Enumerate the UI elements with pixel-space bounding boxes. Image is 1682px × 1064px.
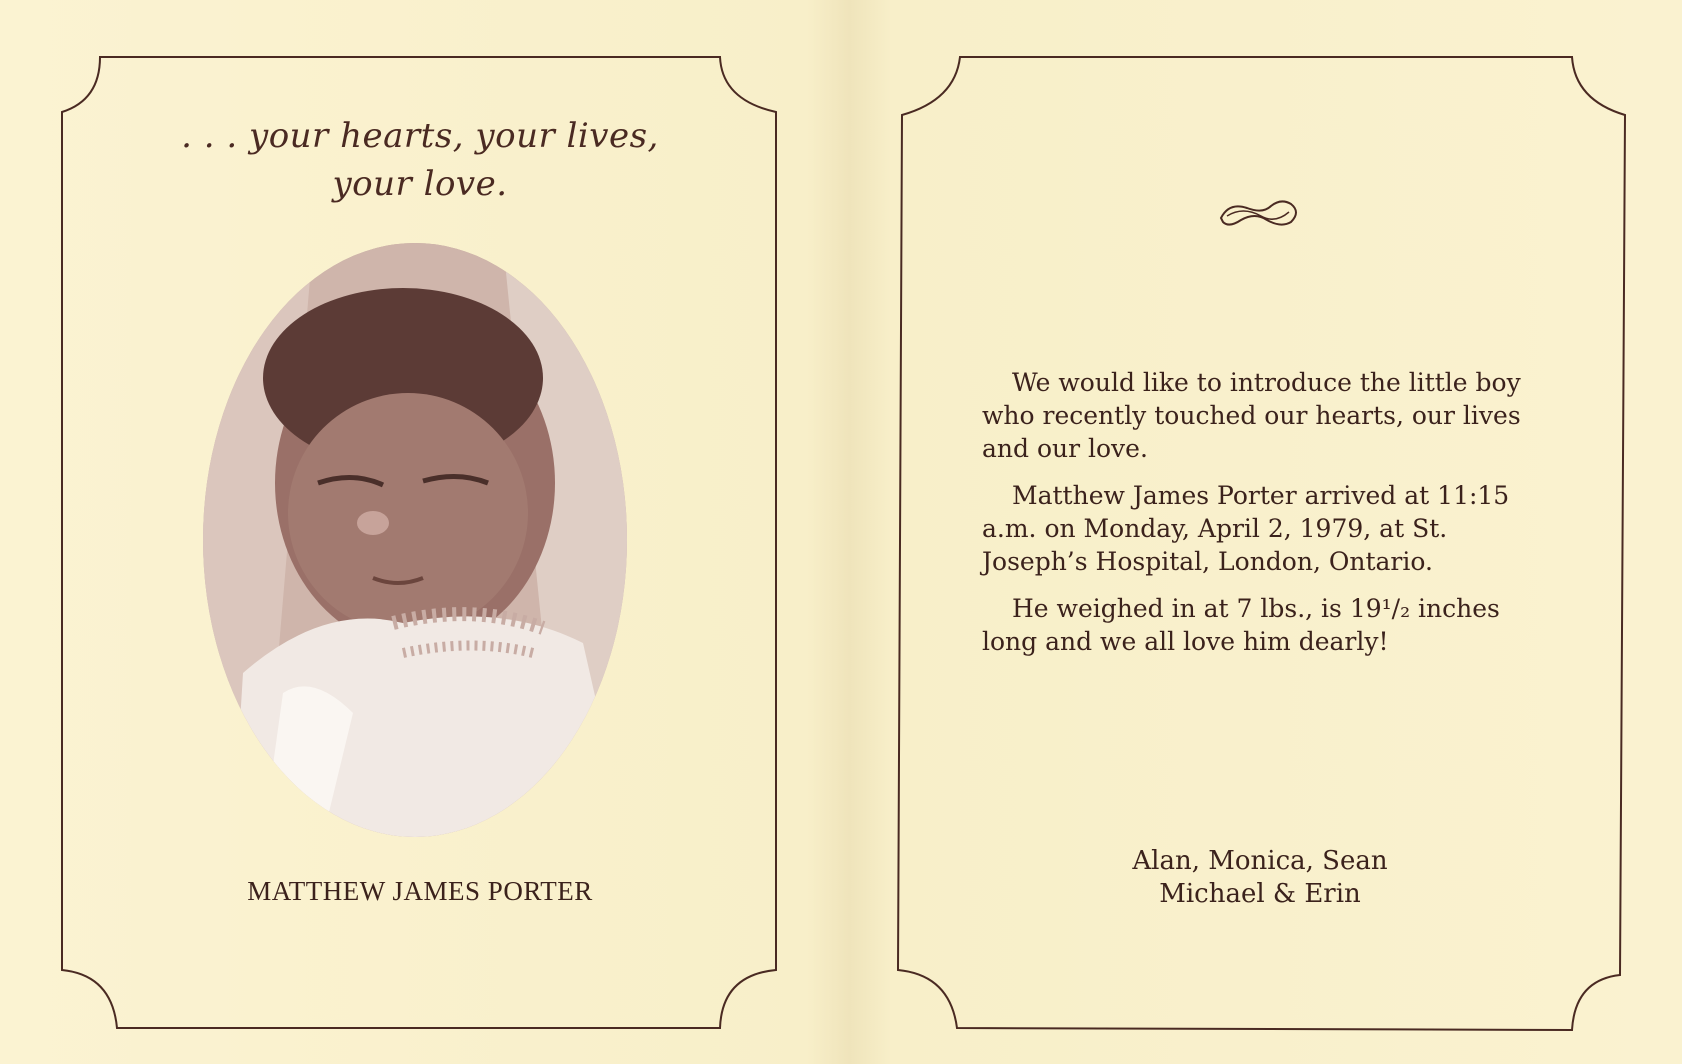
announcement-paragraph: We would like to introduce the little boy who recently touched our hearts, our lives and our love. [982, 368, 1521, 463]
signature-line-1: Alan, Monica, Sean [1132, 846, 1388, 876]
baby-name-caption: MATTHEW JAMES PORTER [247, 876, 593, 906]
flourish-ornament-icon [1215, 196, 1303, 232]
announcement-paragraph: He weighed in at 7 lbs., is 19¹/₂ inches long and we all love him dearly! [982, 594, 1500, 656]
quote-line-2: your love. [332, 164, 508, 204]
family-signature [1000, 845, 1520, 911]
announcement-body [982, 366, 1542, 672]
quote-line-1: . . . your hearts, your lives, [181, 116, 659, 156]
baby-photo [203, 243, 627, 837]
signature-line-2: Michael & Erin [1159, 879, 1361, 909]
announcement-paragraph: Matthew James Porter arrived at 11:15 a.m. on Monday, April 2, 1979, at St. Joseph’s Hospital, London, Ontario. [982, 481, 1510, 576]
quote-text [80, 112, 760, 208]
